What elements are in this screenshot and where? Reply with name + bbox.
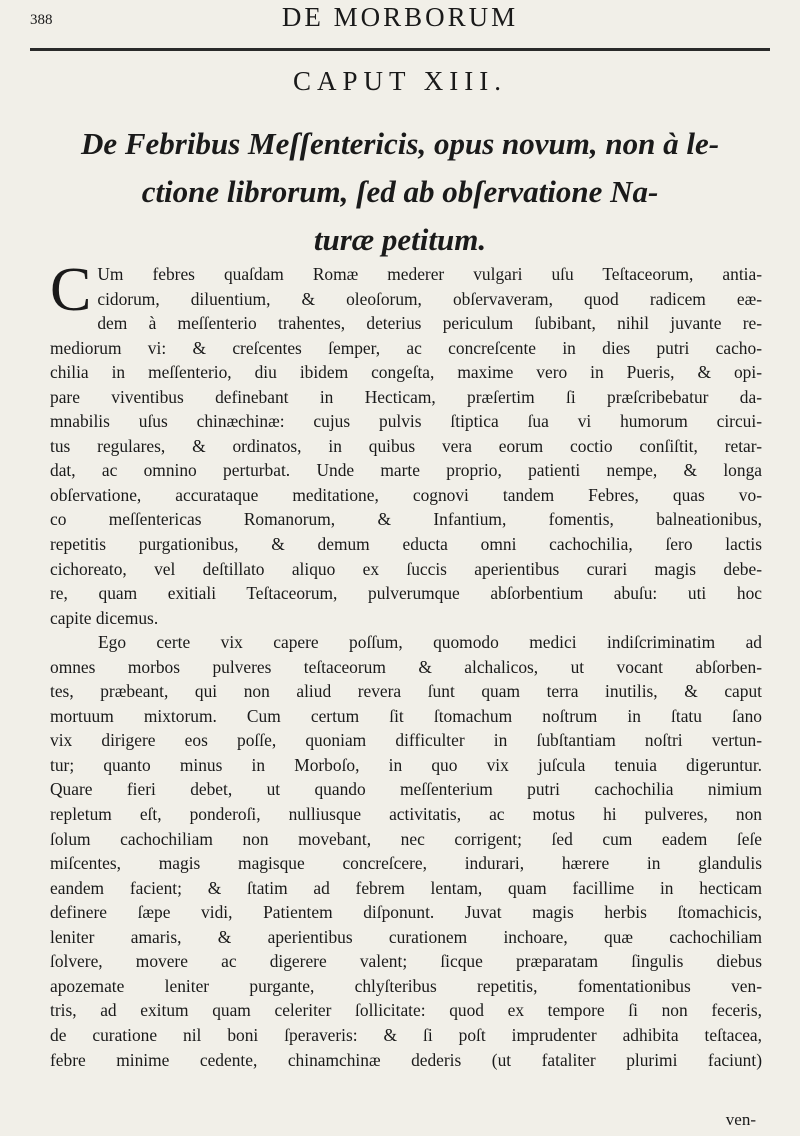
page-header (30, 2, 770, 32)
text-line: capite dicemus. (50, 607, 159, 628)
text-line: mnabilis uſus chinæchinæ: cujus pulvis ſtiptica ſua vi humorum circui- (50, 411, 762, 432)
running-head: DE MORBORUM (281, 2, 519, 32)
chapter-heading: CAPUT XIII. (293, 66, 507, 96)
text-line: tus regulares, & ordinatos, in quibus vera eorum coctio conſiſtit, retar- (50, 435, 762, 456)
text-line: apozemate leniter purgante, chlyſteribus repetitis, fomentationibus ven- (50, 975, 762, 996)
header-rule (30, 48, 770, 51)
text-line: Ego certe vix capere poſſum, quomodo medici indiſcriminatim ad (98, 632, 762, 653)
text-line: febre minime cedente, chinamchinæ dederis (ut fataliter plurimi faciunt) (50, 1049, 762, 1070)
text-line: Um febres quaſdam Romæ mederer vulgari uſu Teſtaceorum, antia- (97, 264, 762, 284)
text-line: miſcentes, magis magisque concreſcere, indurari, hærere in glandulis (50, 853, 762, 874)
paragraph-2 (50, 630, 762, 1072)
text-line: definere ſæpe vidi, Patientem diſponunt. Juvat magis herbis ſtomachicis, (50, 902, 762, 923)
text-line: Quare fieri debet, ut quando meſſenterium putri cachochilia nimium (50, 779, 762, 800)
title-line: turæ petitum. (313, 222, 487, 257)
text-line: repletum eſt, ponderoſi, nulliusque activitatis, ac motus hi pulveres, non (50, 804, 762, 825)
text-line: cichoreato, vel deſtillato aliquo ex ſuccis aperientibus curari magis debe- (50, 558, 762, 579)
text-line: dem à meſſenterio trahentes, deterius periculum ſubibant, nihil juvante re- (97, 313, 762, 334)
text-line: eandem facient; & ſtatim ad febrem lentam, quam facillime in hecticam (50, 877, 762, 898)
paragraph-1 (50, 256, 762, 630)
text-line: mediorum vi: & creſcentes ſemper, ac concreſcente in dies putri cacho- (50, 337, 762, 358)
text-line: pare viventibus definebant in Hecticam, præſertim ſi præſcribebatur da- (50, 386, 762, 407)
page-number: 388 (30, 12, 53, 28)
text-line: leniter amaris, & aperientibus curationem inchoare, quæ cachochiliam (50, 926, 762, 947)
body-text (50, 256, 762, 1072)
text-line: re, quam exitiali Teſtaceorum, pulverumque abſorbentium abuſu: uti hoc (50, 583, 762, 604)
chapter-title (40, 120, 760, 264)
text-line: chilia in meſſenterio, diu ibidem congeſta, maxime vero in Pueris, & opi- (50, 362, 762, 383)
text-line: co meſſentericas Romanorum, & Infantium, fomentis, balneationibus, (50, 509, 762, 530)
drop-cap: C (50, 256, 92, 324)
text-line: dat, ac omnino perturbat. Unde marte proprio, patienti nempe, & longa (50, 460, 762, 481)
text-line: tris, ad exitum quam celeriter ſollicitate: quod ex tempore ſi non feceris, (50, 1000, 762, 1021)
text-line: tur; quanto minus in Morboſo, in quo vix juſcula tenuia digeruntur. (50, 754, 762, 775)
title-line: De Febribus Meſſentericis, opus novum, non à le- (80, 126, 720, 161)
text-line: vix dirigere eos poſſe, quoniam difficulter in ſubſtantiam noſtri vertun- (50, 730, 762, 751)
text-line: repetitis purgationibus, & demum educta omni cachochilia, ſero lactis (50, 534, 762, 555)
text-line: ſolvere, movere ac digerere valent; ſicque præparatam ſingulis diebus (50, 951, 762, 972)
text-line: obſervatione, accurataque meditatione, cognovi tandem Febres, quas vo- (50, 484, 762, 505)
title-line: ctione librorum, ſed ab obſervatione Na- (141, 174, 659, 209)
text-line: omnes morbos pulveres teſtaceorum & alchalicos, ut vocant abſorben- (50, 656, 762, 677)
text-line: de curatione nil boni ſperaveris: & ſi poſt imprudenter adhibita teſtacea, (50, 1024, 762, 1045)
text-line: tes, præbeant, qui non aliud revera ſunt quam terra inutilis, & caput (50, 681, 762, 702)
text-line: ſolum cachochiliam non movebant, nec corrigent; ſed cum eadem ſeſe (50, 828, 762, 849)
text-line: cidorum, diluentium, & oleoſorum, obſervaveram, quod radicem eæ- (97, 288, 762, 309)
catchword: ven- (725, 1110, 756, 1129)
text-line: mortuum mixtorum. Cum certum ſit ſtomachum noſtrum in ſtatu ſano (50, 705, 762, 726)
